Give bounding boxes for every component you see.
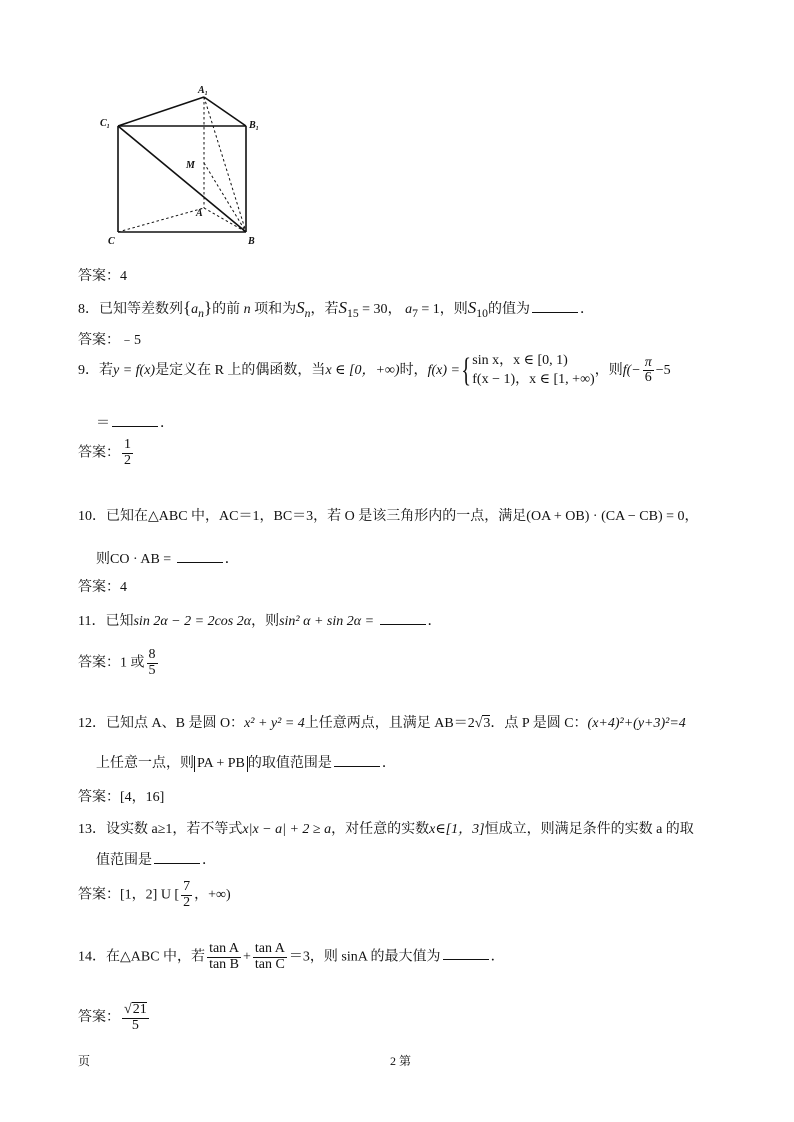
dash-m-b bbox=[204, 163, 246, 232]
q8-blank[interactable] bbox=[532, 300, 578, 313]
q9-line2: ＝ ． bbox=[96, 416, 174, 431]
q10-blank[interactable] bbox=[177, 550, 223, 563]
q9-blank[interactable] bbox=[112, 414, 158, 427]
edge-a1-b1 bbox=[204, 97, 246, 126]
q11-answer: 答案：1 或 $\frac{8}{5}$ bbox=[78, 647, 156, 678]
q12-answer: 答案：[4，16] bbox=[78, 790, 165, 805]
dash-c-a bbox=[118, 208, 204, 232]
label-m: M bbox=[186, 160, 195, 171]
q9-answer: 答案： $\frac{1}{2}$ bbox=[78, 437, 131, 468]
label-c: C bbox=[108, 236, 115, 247]
label-a1: $A_1$ bbox=[198, 85, 208, 97]
q8-answer: 答案：﹣5 bbox=[78, 333, 141, 348]
q13-answer: 答案：[1，2] U [ $\frac{7}{2}$ ，+∞) bbox=[78, 879, 231, 910]
q11-question: 11．已知sin 2α − 2 = 2cos 2α，则sin² α + sin 2α = ． bbox=[78, 614, 442, 629]
label-b1: $B_1$ bbox=[249, 120, 259, 132]
q7-answer: 答案：4 bbox=[78, 269, 127, 284]
q13-line2: 值范围是 ． bbox=[96, 853, 216, 868]
footer-left: 页 bbox=[78, 1054, 91, 1068]
q8-question: 8．已知等差数列$\{a_n\}$的前 n 项和为$S_n$，若$S_{15} = 30$， $a_7 = 1$，则$S_{10}$的值为 ． bbox=[78, 298, 594, 320]
q12-question: 12．已知点 A、B 是圆 O：x² + y² = 4上任意两点，且满足 AB＝2√3．点 P 是圆 C：(x+4)²+(y+3)²=4 bbox=[78, 716, 686, 731]
prism-figure bbox=[100, 80, 270, 252]
q14-answer: 答案： $\frac{√21}{5}$ bbox=[78, 1002, 147, 1033]
q11-blank[interactable] bbox=[380, 612, 426, 625]
diag-c1-b bbox=[118, 126, 246, 232]
label-c1: $C_1$ bbox=[100, 118, 110, 130]
q10-line2: 则CO · AB = ． bbox=[96, 552, 239, 567]
edge-c1-a1 bbox=[118, 97, 204, 126]
q9-cases: sin x，x ∈ [0, 1) f(x − 1)，x ∈ [1, +∞) bbox=[472, 353, 595, 387]
q9-question: 9．若y = f(x)是定义在 R 上的偶函数，当x ∈ [0，+∞)时，f(x) ={ sin x，x ∈ [0, 1) f(x − 1)，x ∈ [1, +∞) ，则f(− $\frac{\pi}{6}$ −5 bbox=[78, 351, 671, 389]
label-b: B bbox=[248, 236, 255, 247]
q12-line2: 上任意一点，则 PA + PB 的取值范围是 ． bbox=[96, 756, 396, 771]
q13-question: 13．设实数 a≥1，若不等式x|x − a| + 2 ≥ a，对任意的实数x∈[1，3]恒成立，则满足条件的实数 a 的取 bbox=[78, 822, 694, 837]
q12-blank[interactable] bbox=[334, 754, 380, 767]
q14-blank[interactable] bbox=[443, 947, 489, 960]
q14-question: 14．在△ABC 中，若 $\frac{\text{tan A}}{\text{tan B}}$ + $\frac{\text{tan A}}{\text{tan C}}$ ＝3，则 sinA 的最大值为 ． bbox=[78, 941, 505, 972]
q10-question: 10．已知在△ABC 中，AC＝1，BC＝3，若 O 是该三角形内的一点，满足(OA + OB) · (CA − CB) = 0， bbox=[78, 509, 699, 524]
label-a: A bbox=[196, 208, 203, 219]
q10-answer: 答案：4 bbox=[78, 580, 127, 595]
q13-blank[interactable] bbox=[154, 851, 200, 864]
footer-page: 2 第 bbox=[390, 1054, 412, 1068]
